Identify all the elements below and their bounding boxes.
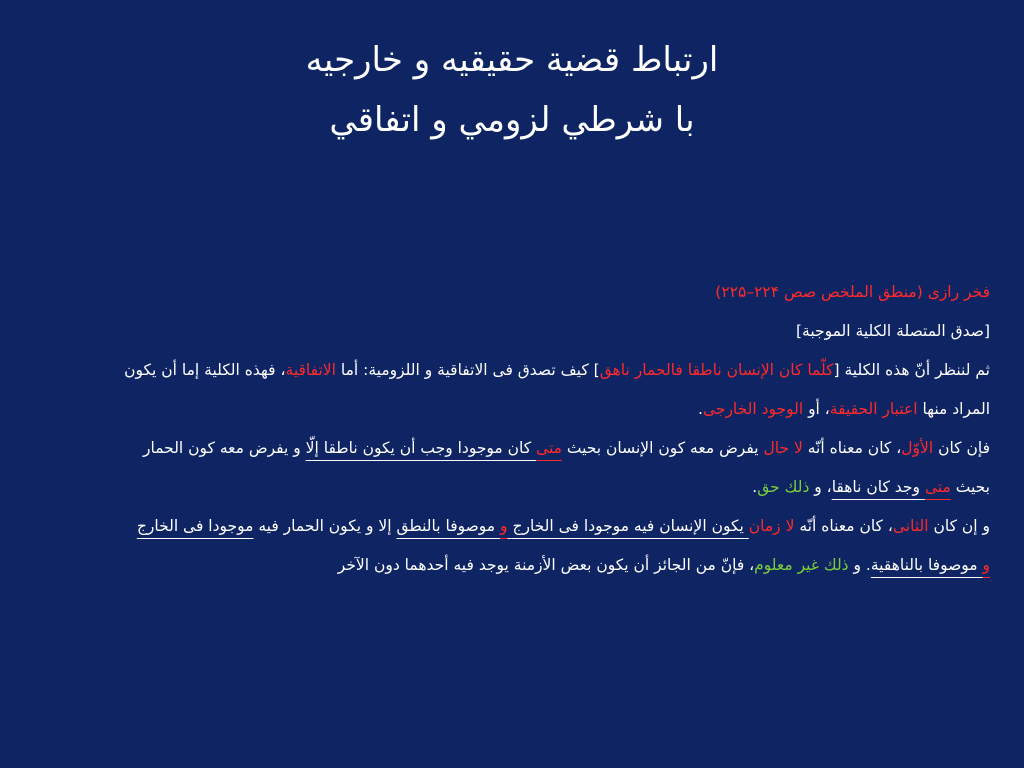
citation-text: فخر رازی (منطق الملخص صص ۲۲۴–۲۲۵) bbox=[715, 283, 990, 301]
highlight-red-underlined: متى bbox=[924, 478, 951, 496]
text-line-8 bbox=[40, 549, 990, 588]
highlight-green: ذلك حق bbox=[757, 478, 810, 496]
highlight-green: ذلك غير معلوم bbox=[754, 556, 849, 574]
segment: ، فهذه الكلية إما أن يكون bbox=[124, 361, 286, 379]
segment: ثم لننظر أنّ هذه الكلية [ bbox=[833, 361, 990, 379]
highlight-red: الأوّل bbox=[901, 439, 934, 457]
segment: . و bbox=[848, 556, 871, 574]
highlight-red: لا حال bbox=[763, 439, 803, 457]
source-citation bbox=[40, 276, 990, 315]
segment: ، و bbox=[809, 478, 832, 496]
text-line-7 bbox=[40, 510, 990, 549]
underlined-segment: يكون الإنسان فيه موجودا فى الخارج bbox=[507, 517, 749, 535]
segment: ، كان معناه أنّه bbox=[802, 439, 902, 457]
segment: يفرض معه كون الإنسان بحيث bbox=[561, 439, 764, 457]
segment: . bbox=[752, 478, 758, 496]
title-line-2: با شرطي لزومي و اتفاقي bbox=[329, 100, 695, 140]
segment: إلا و يكون الحمار فيه bbox=[253, 517, 397, 535]
segment: ، أو bbox=[803, 400, 830, 418]
segment: و يفرض معه كون الحمار bbox=[143, 439, 306, 457]
underlined-segment: موصوفا بالنطق bbox=[396, 517, 501, 535]
slide-title bbox=[0, 30, 1024, 150]
underlined-segment: موصوفا بالناهقية bbox=[870, 556, 983, 574]
segment: . bbox=[698, 400, 703, 418]
text-line-4 bbox=[40, 393, 990, 432]
highlight-red-underlined: و bbox=[982, 556, 990, 574]
highlight-red: الوجود الخارجى bbox=[702, 400, 804, 418]
section-heading bbox=[40, 315, 990, 354]
title-line-1: ارتباط قضية حقيقيه و خارجيه bbox=[305, 40, 719, 80]
highlight-red: كلّما كان الإنسان ناطقا فالحمار ناهق bbox=[599, 361, 834, 379]
segment: المراد منها bbox=[917, 400, 990, 418]
underlined-segment: موجودا فى الخارج bbox=[136, 517, 254, 535]
segment: بحيث bbox=[950, 478, 990, 496]
highlight-red-underlined: و bbox=[500, 517, 508, 535]
highlight-red: لا زمان bbox=[748, 517, 795, 535]
heading-text: [صدق المتصلة الكلية الموجبة] bbox=[795, 322, 990, 340]
underlined-segment: وجد كان ناهقا bbox=[831, 478, 925, 496]
highlight-red-underlined: متى bbox=[536, 439, 562, 457]
underlined-segment: كان موجودا وجب أن يكون ناطقا إلّا bbox=[305, 439, 537, 457]
text-line-6 bbox=[40, 471, 990, 510]
segment: ، فإنّ من الجائز أن يكون بعض الأزمنة يوجد فيه أحدهما دون الآخر bbox=[337, 556, 755, 574]
highlight-red: الثانى bbox=[892, 517, 929, 535]
segment: و إن كان bbox=[928, 517, 990, 535]
segment: ، كان معناه أنّه bbox=[794, 517, 893, 535]
text-line-3 bbox=[40, 354, 990, 393]
quote-text-block bbox=[40, 276, 990, 588]
segment: ] كيف تصدق فى الاتفاقية و اللزومية: أما bbox=[335, 361, 600, 379]
text-line-5 bbox=[40, 432, 990, 471]
highlight-red: الاتفاقية bbox=[285, 361, 336, 379]
segment: فإن كان bbox=[933, 439, 990, 457]
highlight-red: اعتبار الحقيقة bbox=[829, 400, 918, 418]
